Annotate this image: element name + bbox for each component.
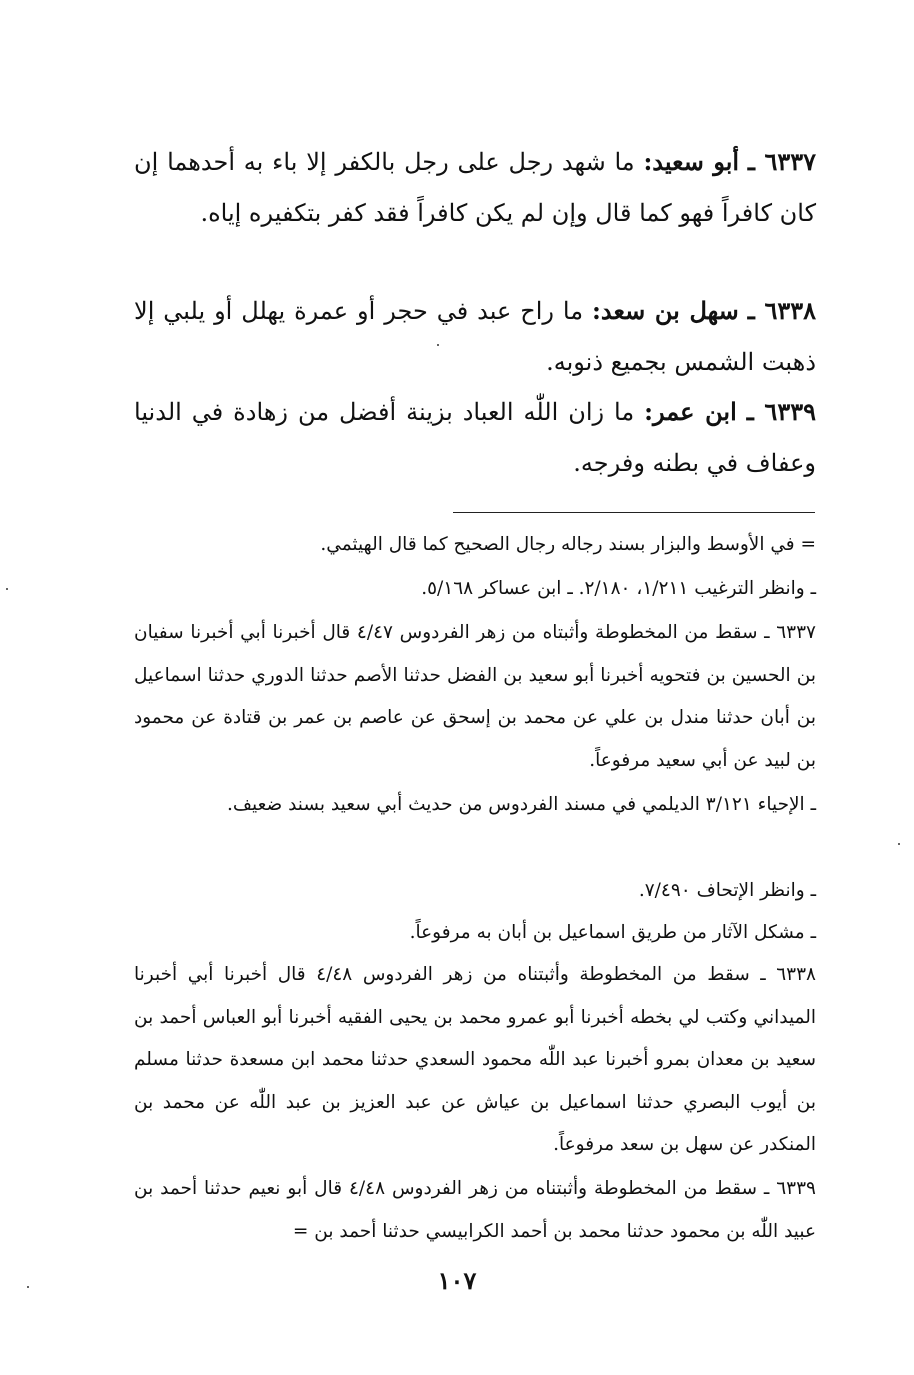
hadith-6337 (134, 136, 816, 239)
hadith-narrator: سهل بن سعد: (592, 296, 739, 325)
hadith-number: ٦٣٣٩ ـ (746, 397, 816, 426)
footnote-6337-ihya: ـ الإحياء ٣/١٢١ الديلمي في مسند الفردوس من حديث أبي سعيد بسند ضعيف. (226, 794, 816, 815)
hadith-text: ما راح عبد في حجر أو عمرة يهلل أو يلبي إلا ذهبت الشمس بجميع ذنوبه. (134, 297, 816, 376)
hadith-narrator: أبو سعيد: (643, 147, 740, 176)
hadith-number: ٦٣٣٧ ـ (747, 147, 816, 176)
footnote-divider (453, 512, 815, 513)
hadith-6339 (134, 386, 816, 489)
footnote-6337-mushkil: ـ مشكل الآثار من طريق اسماعيل بن أبان به مرفوعاً. (409, 922, 816, 943)
scan-speck (27, 1286, 29, 1288)
footnote-6339: ٦٣٣٩ ـ سقط من المخطوطة وأثبتناه من زهر الفردوس ٤/٤٨ قال أبو نعيم حدثنا أحمد بن عبيد اللّٰه بن محمود حدثنا محمد بن أحمد الكرابيسي حدثنا أحمد بن = (134, 1178, 816, 1242)
scan-speck (898, 843, 900, 845)
hadith-text: ما زان اللّٰه العباد بزينة أفضل من زهادة في الدنيا وعفاف في بطنه وفرجه. (134, 398, 816, 477)
footnote-reference: ـ وانظر الترغيب ١/٢١١، ٢/١٨٠. ـ ابن عساكر ٥/١٦٨. (421, 578, 816, 599)
footnote-6338: ٦٣٣٨ ـ سقط من المخطوطة وأثبتناه من زهر الفردوس ٤/٤٨ قال أخبرنا أبي أخبرنا الميداني وكتب لي بخطه أخبرنا أبو عمرو محمد بن يحيى الفقيه أخبرنا أبو العباس أحمد بن سعيد بن معدان بمرو أخبرنا عبد اللّٰه محمود السعدي حدثنا محمد ابن مسعدة حدثنا مسلم بن أيوب البصري حدثنا اسماعيل بن عياش عن عبد العزيز بن عبد اللّٰه عن محمد بن المنكدر عن سهل بن سعد مرفوعاً. (134, 964, 816, 1156)
page-number: ١٠٧ (437, 1266, 477, 1295)
scan-speck (6, 588, 8, 590)
footnote-6337: ٦٣٣٧ ـ سقط من المخطوطة وأثبتاه من زهر الفردوس ٤/٤٧ قال أخبرنا أبي أخبرنا سفيان بن الحسين بن فتحويه أخبرنا أبو سعيد بن الفضل حدثنا الأصم حدثنا الدوري حدثنا اسماعيل بن أبان حدثنا مندل بن علي عن محمد بن إسحق عن عاصم بن عمر بن قتادة عن محمود بن لبيد عن أبي سعيد مرفوعاً. (134, 622, 816, 771)
footnote-continuation: = في الأوسط والبزار بسند رجاله رجال الصحيح كما قال الهيثمي. (320, 534, 816, 555)
footnote-6337-ithaf: ـ وانظر الإتحاف ٧/٤٩٠. (638, 880, 816, 901)
hadith-narrator: ابن عمر: (644, 397, 737, 426)
hadith-number: ٦٣٣٨ ـ (747, 296, 816, 325)
hadith-6338 (134, 285, 816, 388)
hadith-text: ما شهد رجل على رجل بالكفر إلا باء به أحدهما إن كان كافراً فهو كما قال وإن لم يكن كافراً فقد كفر بتكفيره إياه. (134, 148, 816, 227)
